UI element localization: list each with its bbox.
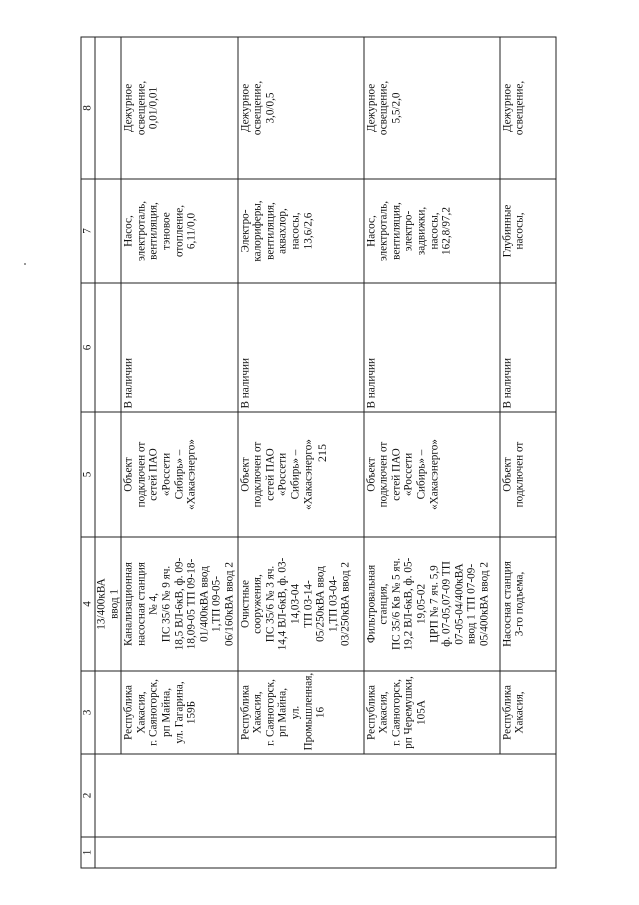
- connection-cell: Объект подключен от сетей ПАО «Россети Сибирь» – «Хакасэнерго»: [121, 412, 237, 537]
- rotated-table-sheet: [81, 38, 557, 869]
- equipment-cell: Насос, электроталь, вентиляция, электро- задвижки, насосы, 162,8/97,2: [364, 179, 500, 283]
- availability-cell: В наличии: [500, 283, 556, 412]
- lighting-cell: Дежурное освещение, 3,0/0,5: [238, 37, 364, 179]
- equipment-cell: Насос, электроталь, вентиляция, тэновое отопление, 6,11/0,0: [121, 179, 237, 283]
- address-cell: Республика Хакасия, г. Саяногорск, рп Черемушки, 105А: [364, 671, 500, 754]
- column-number: 7: [81, 179, 95, 283]
- table-row: [500, 37, 556, 868]
- empty-cell: [95, 179, 121, 283]
- availability-cell: В наличии: [364, 283, 500, 412]
- table-row: [364, 37, 500, 868]
- equipment-table: [81, 37, 557, 869]
- connection-cell: Объект подключен от сетей ПАО «Россети Сибирь» – «Хакасэнерго»: [238, 412, 364, 537]
- equipment-cell: Электро- калориферы, вентиляция, аквахлор, насосы, 13,6/2,6: [238, 179, 364, 283]
- page-number: 215: [315, 444, 329, 462]
- lighting-cell: Дежурное освещение, 5,5/2,0: [364, 37, 500, 179]
- facility-cell: Канализационная насосная станция № 4, ПС 35/6 № 9 яч. 18,5 ВЛ-6кВ, ф. 09- 18,09-05 ТП 09-18- 01/400кВА ввод 1,ТП 09-05- 06/160кВА ввод 2: [121, 537, 237, 671]
- empty-cell: [95, 283, 121, 412]
- table-row: [121, 37, 237, 868]
- lighting-cell: Дежурное освещение, 0,01/0,01: [121, 37, 237, 179]
- column-number: 5: [81, 412, 95, 537]
- continued-row-fragment: [95, 37, 121, 868]
- column-number-row: [81, 37, 95, 868]
- column-number: 8: [81, 37, 95, 179]
- availability-cell: В наличии: [238, 283, 364, 412]
- column-number: 6: [81, 283, 95, 412]
- empty-cell: [95, 837, 556, 868]
- empty-cell: [95, 671, 121, 754]
- lighting-cell: Дежурное освещение,: [500, 37, 556, 179]
- address-cell: Республика Хакасия, г. Саяногорск, рп Майна, ул. Гагарина, 159Б: [121, 671, 237, 754]
- column-number: 1: [81, 837, 95, 868]
- empty-cell: [95, 412, 121, 537]
- address-cell: Республика Хакасия,: [500, 671, 556, 754]
- column-number: 2: [81, 754, 95, 837]
- facility-cell: Насосная станция 3-го подъема,: [500, 537, 556, 671]
- empty-cell: [95, 754, 556, 837]
- availability-cell: В наличии: [121, 283, 237, 412]
- fragment-cell: 13/400кВА ввод 1: [95, 537, 121, 671]
- table-row: [238, 37, 364, 868]
- connection-cell: Объект подключен от сетей ПАО «Россети Сибирь» – «Хакасэнерго»: [364, 412, 500, 537]
- address-cell: Республика Хакасия, г. Саяногорск, рп Майна, ул. Промышленная, 16: [238, 671, 364, 754]
- facility-cell: Фильтровальная станция, ПС 35/6 Кв № 5 яч. 19,2 ВЛ-6кВ, ф. 05- 19,05-02 ЦРП № 7 яч. 5,9 ф. 07-05,07-09 ТП 07-05-04/400кВА ввод 1 ТП 07-09- 05/400кВА ввод 2: [364, 537, 500, 671]
- column-number: 3: [81, 671, 95, 754]
- facility-cell: Очистные сооружения, ПС 35/6 № 3 яч. 14,4 ВЛ-6кВ, ф. 03- 14,03-04 ТП 03-14- 05/250кВА ввод 1,ТП 03-04- 03/250кВА ввод 2: [238, 537, 364, 671]
- scan-speck: [24, 263, 26, 265]
- empty-cell: [95, 37, 121, 179]
- column-number: 4: [81, 537, 95, 671]
- equipment-cell: Глубинные насосы,: [500, 179, 556, 283]
- connection-cell: Объект подключен от: [500, 412, 556, 537]
